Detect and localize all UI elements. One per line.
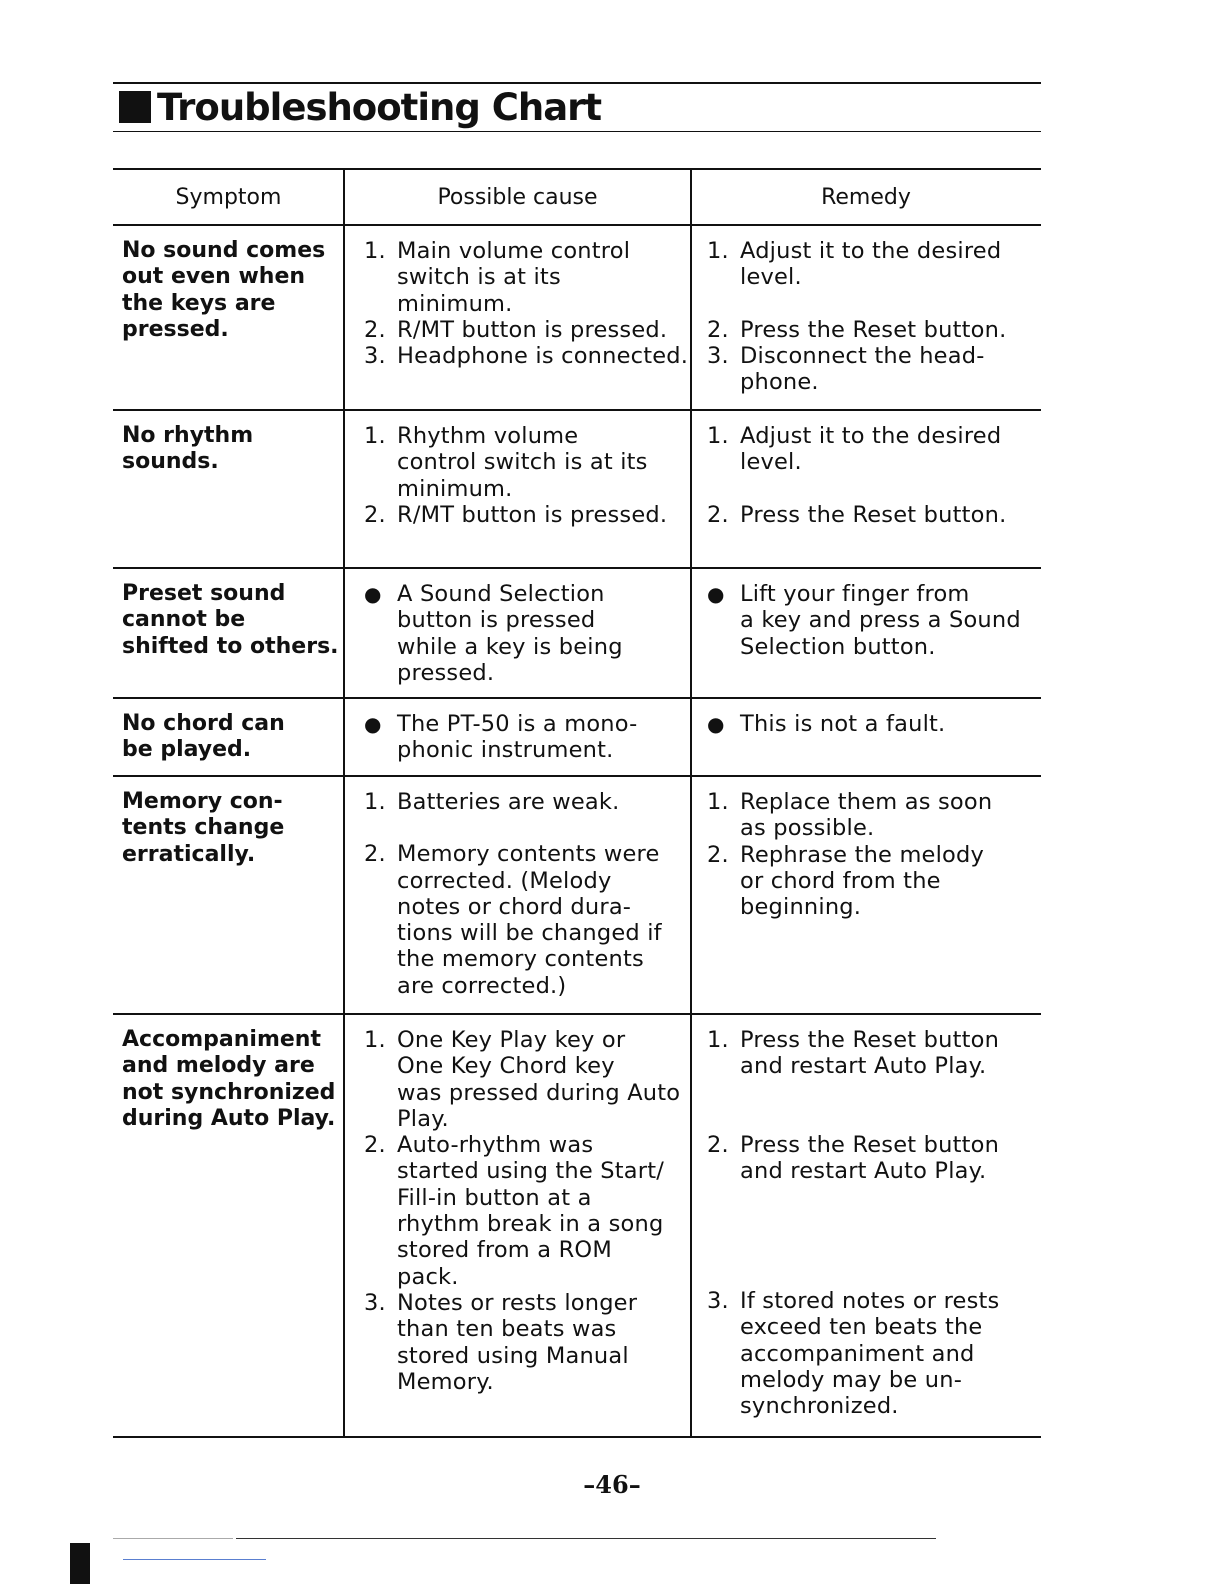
remedy-item [707,581,1041,660]
title-bottom-rule [113,131,1041,132]
cause-cell [344,411,691,567]
table-row [113,777,1041,1015]
item-number: 3. [364,343,386,370]
table-body [113,226,1041,1438]
item-number: 3. [707,342,729,369]
header-symptom: Symptom [175,184,282,210]
item-number: 1. [364,789,386,815]
remedy-item [707,317,1041,343]
cause-item [364,711,691,764]
cause-item [364,343,691,369]
remedy-cell [691,226,1041,409]
cause-text: Rhythm volume control switch is at its minimum. [397,423,648,502]
item-number: 3. [364,1289,386,1316]
cause-cell [344,226,691,409]
remedy-text: Lift your finger from a key and press a Sound Selection button. [740,581,1021,660]
line-spacer [707,1106,1041,1132]
item-number: 2. [707,1131,729,1158]
remedy-item [707,1132,1041,1185]
page-number: –46– [583,1470,641,1499]
bullet-icon: ● [707,712,725,736]
cause-text: Auto-rhythm was started using the Start/ Fill-in button at a rhythm break in a song stored from a ROM pack. [397,1132,665,1290]
remedy-item [707,842,1041,921]
header-possible-cause: Possible cause [437,184,598,210]
item-number: 2. [364,316,386,343]
page-title [119,84,601,130]
page-title-text: Troubleshooting Chart [157,85,602,129]
remedy-cell [691,1015,1041,1436]
table-row [113,699,1041,777]
line-spacer [707,476,1041,502]
remedy-item [707,238,1041,291]
remedy-text: This is not a fault. [740,711,946,737]
footer-rule-blue [123,1559,266,1560]
remedy-item [707,789,1041,842]
cause-cell [344,699,691,775]
line-spacer [707,1236,1041,1262]
header-remedy: Remedy [821,184,911,210]
cause-text: R/MT button is pressed. [397,316,668,343]
remedy-text: Replace them as soon as possible. [740,789,993,842]
remedy-item [707,423,1041,476]
cause-item [364,581,691,686]
remedy-item [707,1027,1041,1080]
table-row [113,411,1041,569]
cause-cell [344,1015,691,1436]
cause-item [364,841,691,999]
bullet-icon: ● [364,582,382,606]
table-header-row [113,168,1041,226]
cause-text: Headphone is connected. [397,343,689,370]
cause-cell [344,777,691,1013]
item-number: 2. [364,841,386,868]
line-spacer [707,1080,1041,1106]
cause-text: Memory contents were corrected. (Melody notes or chord dura- tions will be changed if the memory contents are corrected.) [397,841,662,999]
item-number: 2. [707,841,729,868]
bullet-icon: ● [364,712,382,736]
cause-item [364,789,691,815]
remedy-text: Disconnect the head- phone. [740,342,985,396]
cause-item [364,238,691,317]
remedy-cell [691,569,1041,697]
item-number: 1. [707,1027,729,1053]
cause-text: Batteries are weak. [397,789,620,815]
symptom-cell: Memory con- tents change erratically. [122,789,285,867]
item-number: 2. [707,316,729,343]
line-spacer [364,815,691,841]
cause-item [364,502,691,528]
item-number: 1. [707,423,729,449]
remedy-cell [691,699,1041,775]
remedy-cell [691,777,1041,1013]
item-number: 2. [364,1132,386,1159]
cause-item [364,317,691,343]
cause-text: A Sound Selection button is pressed while a key is being pressed. [397,581,623,686]
remedy-cell [691,411,1041,567]
column-divider [690,168,692,1438]
remedy-text: Press the Reset button and restart Auto Play. [740,1027,1000,1080]
table-row [113,226,1041,411]
cause-item [364,423,691,502]
item-number: 1. [364,423,386,449]
title-square-bullet-icon [119,91,151,123]
remedy-text: If stored notes or rests exceed ten beats the accompaniment and melody may be un- synchronized. [740,1288,1000,1420]
cause-text: The PT-50 is a mono- phonic instrument. [397,711,638,764]
symptom-cell: No chord can be played. [122,711,285,763]
item-number: 3. [707,1288,729,1315]
remedy-item [707,1288,1041,1419]
cause-item [364,1290,691,1395]
cause-text: Main volume control switch is at its minimum. [397,238,631,317]
remedy-item [707,343,1041,396]
symptom-cell: No sound comes out even when the keys are pressed. [122,238,326,342]
cause-item [364,1027,691,1132]
troubleshooting-table [113,168,1041,1438]
line-spacer [707,291,1041,317]
cause-text: Notes or rests longer than ten beats was stored using Manual Memory. [397,1289,638,1395]
line-spacer [707,1184,1041,1210]
remedy-text: Adjust it to the desired level. [740,238,1002,291]
scan-edge-mark [70,1543,90,1584]
table-row [113,569,1041,699]
bullet-icon: ● [707,582,725,606]
remedy-text: Press the Reset button and restart Auto Play. [740,1131,1000,1184]
remedy-item [707,502,1041,528]
footer-rule [236,1538,936,1539]
column-divider [343,168,345,1438]
cause-text: R/MT button is pressed. [397,501,668,528]
remedy-item [707,711,1041,737]
cause-text: One Key Play key or One Key Chord key was pressed during Auto Play. [397,1027,681,1132]
cause-cell [344,569,691,697]
line-spacer [707,1262,1041,1288]
line-spacer [707,1210,1041,1236]
table-row [113,1015,1041,1438]
item-number: 2. [364,501,386,528]
remedy-text: Adjust it to the desired level. [740,423,1002,476]
symptom-cell: Accompaniment and melody are not synchronized during Auto Play. [122,1027,336,1131]
remedy-text: Press the Reset button. [740,316,1007,343]
remedy-text: Rephrase the melody or chord from the beginning. [740,841,985,921]
remedy-text: Press the Reset button. [740,501,1007,528]
symptom-cell: Preset sound cannot be shifted to others. [122,581,339,659]
item-number: 1. [364,238,386,264]
symptom-cell: No rhythm sounds. [122,423,254,475]
item-number: 1. [364,1027,386,1053]
item-number: 1. [707,238,729,264]
footer-rule [113,1538,233,1539]
item-number: 2. [707,501,729,528]
cause-item [364,1132,691,1290]
item-number: 1. [707,789,729,815]
